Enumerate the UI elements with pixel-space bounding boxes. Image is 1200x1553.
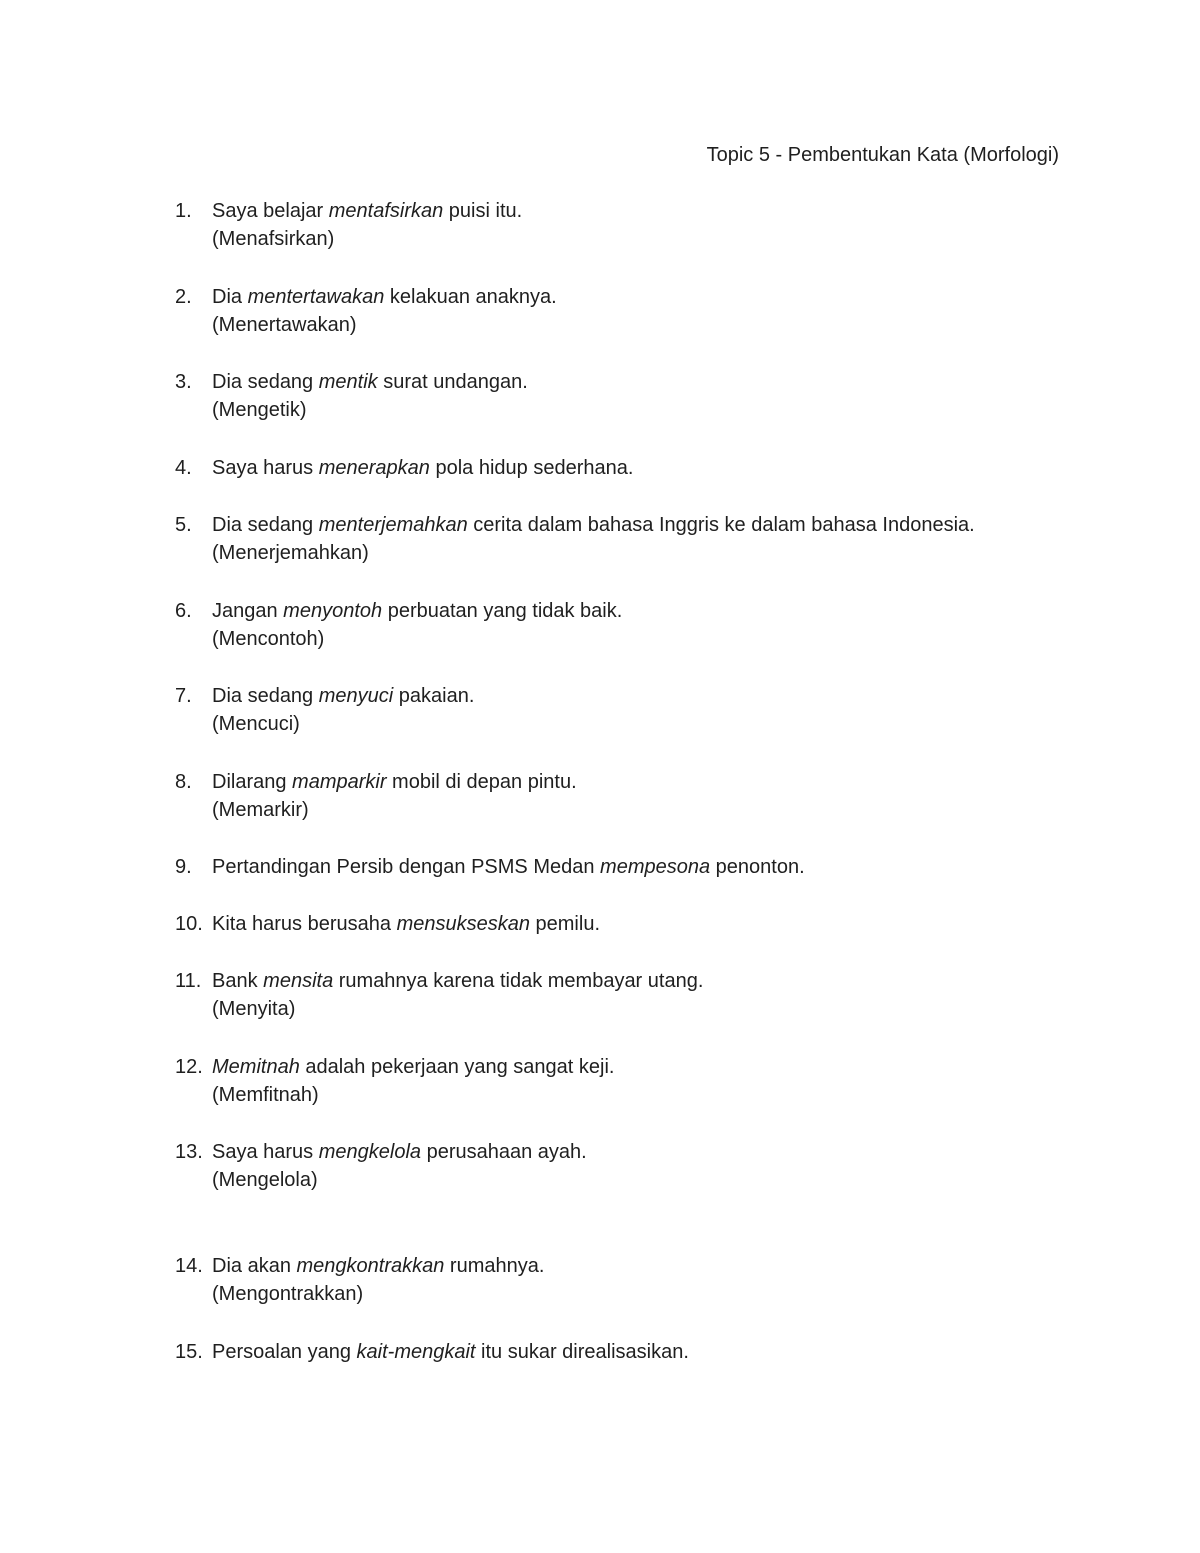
list-item: [175, 454, 1075, 482]
highlighted-word: menerapkan: [318, 457, 430, 479]
list-item: [175, 1053, 1075, 1109]
list-item: [175, 967, 1075, 1023]
highlighted-word: mempesona: [600, 856, 711, 878]
list-item: [175, 368, 1075, 424]
item-answer: (Mengetik): [212, 399, 307, 421]
item-number: 6.: [175, 600, 192, 622]
item-number: 2.: [175, 286, 192, 308]
item-number: 5.: [175, 514, 192, 536]
item-sentence: Saya belajar mentafsirkan puisi itu.: [212, 200, 523, 222]
item-number: 13.: [175, 1141, 203, 1163]
item-answer: (Menafsirkan): [212, 228, 335, 250]
item-sentence: Bank mensita rumahnya karena tidak membayar utang.: [212, 970, 704, 992]
item-sentence: Dia sedang menyuci pakaian.: [212, 685, 475, 707]
list-item: [175, 682, 1075, 738]
item-number: 7.: [175, 685, 192, 707]
item-number: 14.: [175, 1255, 203, 1277]
highlighted-word: kait-mengkait: [356, 1341, 476, 1363]
list-item: [175, 1252, 1075, 1308]
list-item: [175, 197, 1075, 253]
item-sentence: Kita harus berusaha mensukseskan pemilu.: [212, 913, 600, 935]
item-sentence: Dia akan mengkontrakkan rumahnya.: [212, 1255, 545, 1277]
item-number: 9.: [175, 856, 192, 878]
item-number: 10.: [175, 913, 203, 935]
highlighted-word: mengkelola: [318, 1141, 422, 1163]
item-answer: (Memfitnah): [212, 1084, 319, 1106]
item-answer: (Menerjemahkan): [212, 542, 369, 564]
list-item: [175, 511, 1075, 567]
item-sentence: Persoalan yang kait-mengkait itu sukar direalisasikan.: [212, 1341, 689, 1363]
highlighted-word: mentertawakan: [247, 286, 385, 308]
list-item: [175, 910, 1075, 938]
list-item: [175, 1138, 1075, 1194]
item-number: 4.: [175, 457, 192, 479]
item-sentence: Dia sedang menterjemahkan cerita dalam bahasa Inggris ke dalam bahasa Indonesia.: [212, 514, 975, 536]
item-sentence: Dilarang mamparkir mobil di depan pintu.: [212, 771, 577, 793]
highlighted-word: menterjemahkan: [318, 514, 468, 536]
item-sentence: Saya harus mengkelola perusahaan ayah.: [212, 1141, 587, 1163]
document-title: Topic 5 - Pembentukan Kata (Morfologi): [706, 144, 1059, 166]
item-answer: (Mengontrakkan): [212, 1283, 364, 1305]
item-number: 8.: [175, 771, 192, 793]
highlighted-word: menyuci: [318, 685, 394, 707]
highlighted-word: Memitnah: [212, 1056, 300, 1078]
item-number: 15.: [175, 1341, 203, 1363]
highlighted-word: mengkontrakkan: [296, 1255, 445, 1277]
highlighted-word: menyontoh: [283, 600, 383, 622]
list-item: [175, 853, 1075, 881]
highlighted-word: mentik: [318, 371, 378, 393]
item-sentence: Dia sedang mentik surat undangan.: [212, 371, 528, 393]
item-number: 1.: [175, 200, 192, 222]
item-sentence: Memitnah adalah pekerjaan yang sangat keji.: [212, 1056, 615, 1078]
item-answer: (Menertawakan): [212, 314, 357, 336]
list-item: [175, 597, 1075, 653]
item-sentence: Saya harus menerapkan pola hidup sederhana.: [212, 457, 634, 479]
item-number: 11.: [175, 970, 202, 992]
list-item: [175, 1338, 1075, 1366]
item-number: 3.: [175, 371, 192, 393]
item-answer: (Mencontoh): [212, 628, 325, 650]
highlighted-word: mamparkir: [292, 771, 387, 793]
highlighted-word: mensita: [263, 970, 334, 992]
item-answer: (Mencuci): [212, 713, 300, 735]
highlighted-word: mensukseskan: [396, 913, 530, 935]
item-answer: (Menyita): [212, 998, 296, 1020]
item-sentence: Dia mentertawakan kelakuan anaknya.: [212, 286, 557, 308]
item-answer: (Mengelola): [212, 1169, 318, 1191]
item-number: 12.: [175, 1056, 203, 1078]
list-item: [175, 283, 1075, 339]
highlighted-word: mentafsirkan: [328, 200, 444, 222]
item-sentence: Jangan menyontoh perbuatan yang tidak baik.: [212, 600, 623, 622]
list-item: [175, 768, 1075, 824]
item-sentence: Pertandingan Persib dengan PSMS Medan mempesona penonton.: [212, 856, 805, 878]
item-answer: (Memarkir): [212, 799, 309, 821]
